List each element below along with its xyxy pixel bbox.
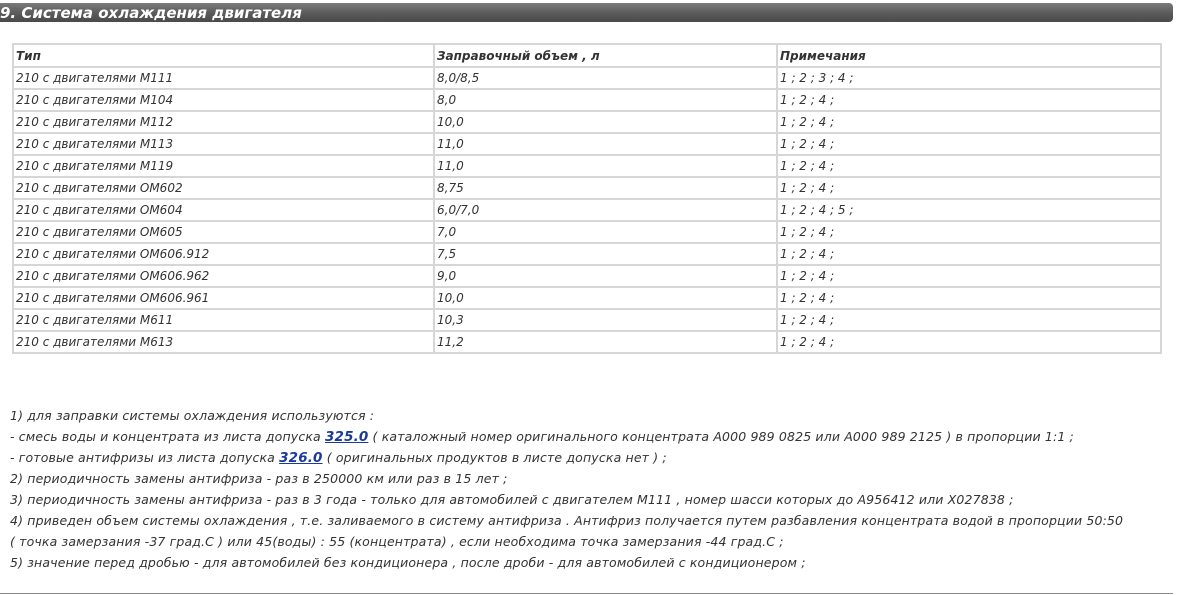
table-row <box>13 265 1161 287</box>
cell-notes: 1 ; 2 ; 4 ; <box>777 221 1161 243</box>
table-row <box>13 177 1161 199</box>
cell-type: 210 с двигателями М111 <box>13 67 434 89</box>
cell-type: 210 с двигателями М119 <box>13 155 434 177</box>
cell-volume: 11,2 <box>434 331 777 353</box>
cell-notes: 1 ; 2 ; 4 ; <box>777 265 1161 287</box>
cell-type: 210 с двигателями ОМ606.961 <box>13 287 434 309</box>
approval-sheet-325-link[interactable]: 325.0 <box>324 429 369 445</box>
cell-notes: 1 ; 2 ; 4 ; <box>777 133 1161 155</box>
approval-sheet-326-link[interactable]: 326.0 <box>279 450 323 466</box>
cell-notes: 1 ; 2 ; 4 ; 5 ; <box>777 199 1161 221</box>
table-row <box>13 199 1161 221</box>
cell-notes: 1 ; 2 ; 4 ; <box>777 89 1161 111</box>
note-3: 3) периодичность замены антифриза - раз в 3 года - только для автомобилей с двигателем М111 , номер шасси которых до А956412 или Х027838 ; <box>10 492 1014 507</box>
table-row <box>13 89 1161 111</box>
cell-volume: 10,0 <box>434 111 777 133</box>
cell-volume: 8,0/8,5 <box>434 67 777 89</box>
column-header-volume: Заправочный объем , л <box>434 44 777 67</box>
cell-volume: 7,0 <box>434 221 777 243</box>
note-4: 4) приведен объем системы охлаждения , т.е. заливаемого в систему антифриза . Антифриз получается путем разбавления концентрата водой в пропорции 50:50 <box>10 513 1124 528</box>
section-header <box>0 3 1173 22</box>
table-row <box>13 221 1161 243</box>
table-row <box>13 331 1161 353</box>
note-1b-text-before: - готовые антифризы из листа допуска <box>10 450 280 465</box>
note-1a <box>10 426 1175 447</box>
note-1: 1) для заправки системы охлаждения используются : <box>10 408 375 423</box>
cell-volume: 8,75 <box>434 177 777 199</box>
cell-notes: 1 ; 2 ; 4 ; <box>777 155 1161 177</box>
note-5: 5) значение перед дробью - для автомобилей без кондиционера , после дроби - для автомобилей с кондиционером ; <box>10 555 806 570</box>
column-header-type: Тип <box>13 44 434 67</box>
coolant-capacity-table <box>12 43 1162 354</box>
note-1b <box>10 447 1175 468</box>
cell-notes: 1 ; 2 ; 4 ; <box>777 309 1161 331</box>
cell-type: 210 с двигателями ОМ604 <box>13 199 434 221</box>
cell-type: 210 с двигателями М112 <box>13 111 434 133</box>
cell-notes: 1 ; 2 ; 4 ; <box>777 177 1161 199</box>
cell-notes: 1 ; 2 ; 3 ; 4 ; <box>777 67 1161 89</box>
table-row <box>13 287 1161 309</box>
table-row <box>13 67 1161 89</box>
cell-volume: 7,5 <box>434 243 777 265</box>
section-title: 9. Система охлаждения двигателя <box>0 4 302 22</box>
cell-type: 210 с двигателями М113 <box>13 133 434 155</box>
cell-volume: 11,0 <box>434 155 777 177</box>
cell-notes: 1 ; 2 ; 4 ; <box>777 331 1161 353</box>
cell-notes: 1 ; 2 ; 4 ; <box>777 111 1161 133</box>
cell-volume: 10,0 <box>434 287 777 309</box>
column-header-notes: Примечания <box>777 44 1161 67</box>
table-row <box>13 155 1161 177</box>
note-1a-text-before: - смесь воды и концентрата из листа допуска <box>10 429 325 444</box>
note-2: 2) периодичность замены антифриза - раз в 250000 км или раз в 15 лет ; <box>10 471 508 486</box>
cell-type: 210 с двигателями М611 <box>13 309 434 331</box>
note-1a-text-after: ( каталожный номер оригинального концентрата А000 989 0825 или А000 989 2125 ) в пропорции 1:1 ; <box>368 429 1074 444</box>
table-row <box>13 133 1161 155</box>
cell-type: 210 с двигателями М613 <box>13 331 434 353</box>
cell-volume: 11,0 <box>434 133 777 155</box>
table-row <box>13 111 1161 133</box>
table-row <box>13 309 1161 331</box>
cell-notes: 1 ; 2 ; 4 ; <box>777 287 1161 309</box>
table-row <box>13 243 1161 265</box>
cell-volume: 9,0 <box>434 265 777 287</box>
cell-type: 210 с двигателями ОМ606.912 <box>13 243 434 265</box>
table-header-row <box>13 44 1161 67</box>
cell-type: 210 с двигателями М104 <box>13 89 434 111</box>
cell-type: 210 с двигателями ОМ606.962 <box>13 265 434 287</box>
bottom-divider <box>0 593 1173 594</box>
cell-volume: 10,3 <box>434 309 777 331</box>
cell-notes: 1 ; 2 ; 4 ; <box>777 243 1161 265</box>
cell-volume: 6,0/7,0 <box>434 199 777 221</box>
cell-type: 210 с двигателями ОМ605 <box>13 221 434 243</box>
cell-volume: 8,0 <box>434 89 777 111</box>
cell-type: 210 с двигателями ОМ602 <box>13 177 434 199</box>
note-4-continued: ( точка замерзания -37 град.С ) или 45(воды) : 55 (концентрата) , если необходима точка замерзания -44 град.С ; <box>10 534 784 549</box>
footnotes <box>10 405 1175 573</box>
note-1b-text-after: ( оригинальных продуктов в листе допуска нет ) ; <box>322 450 667 465</box>
